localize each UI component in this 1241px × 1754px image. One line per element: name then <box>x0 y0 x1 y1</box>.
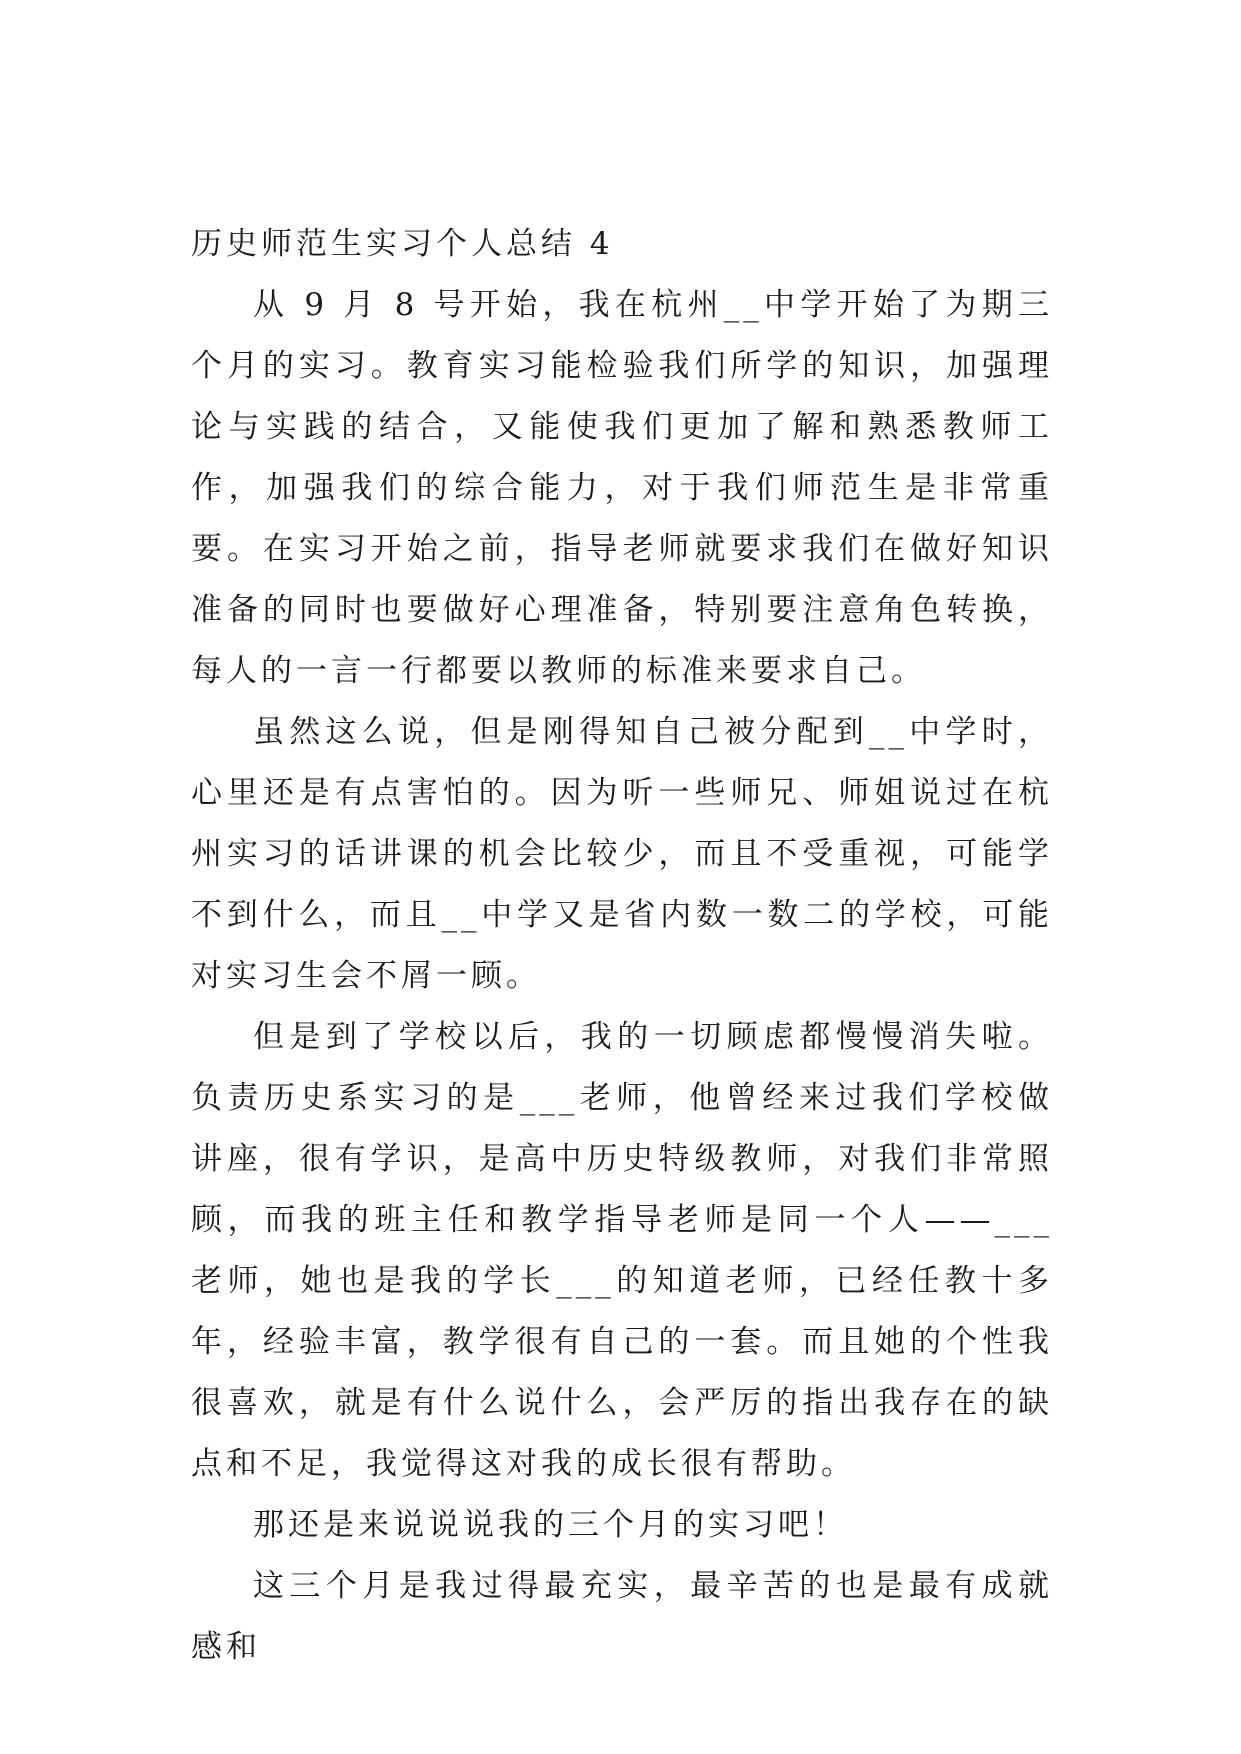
document-body <box>191 214 1053 1678</box>
document-title: 历史师范生实习个人总结 4 <box>191 226 614 262</box>
paragraph-1: 从 9 月 8 号开始，我在杭州__中学开始了为期三个月的实习。教育实习能检验我们所学的知识，加强理论与实践的结合，又能使我们更加了解和熟悉教师工作，加强我们的综合能力，对于我们师范生是非常重要。在实习开始之前，指导老师就要求我们在做好知识准备的同时也要做好心理准备，特别要注意角色转换，每人的一言一行都要以教师的标准来要求自己。 <box>191 287 1053 689</box>
paragraph-4: 那还是来说说说我的三个月的实习吧！ <box>253 1507 848 1543</box>
paragraph-3: 但是到了学校以后，我的一切顾虑都慢慢消失啦。负责历史系实习的是___老师，他曾经来过我们学校做讲座，很有学识，是高中历史特级教师，对我们非常照顾，而我的班主任和教学指导老师是同一个人——___老师，她也是我的学长___的知道老师，已经任教十多年，经验丰富，教学很有自己的一套。而且她的个性我很喜欢，就是有什么说什么，会严厉的指出我存在的缺点和不足，我觉得这对我的成长很有帮助。 <box>191 1019 1053 1482</box>
paragraph-5: 这三个月是我过得最充实，最辛苦的也是最有成就感和 <box>191 1568 1053 1665</box>
paragraph-2: 虽然这么说，但是刚得知自己被分配到__中学时，心里还是有点害怕的。因为听一些师兄、师姐说过在杭州实习的话讲课的机会比较少，而且不受重视，可能学不到什么，而且__中学又是省内数一数二的学校，可能对实习生会不屑一顾。 <box>191 714 1053 994</box>
